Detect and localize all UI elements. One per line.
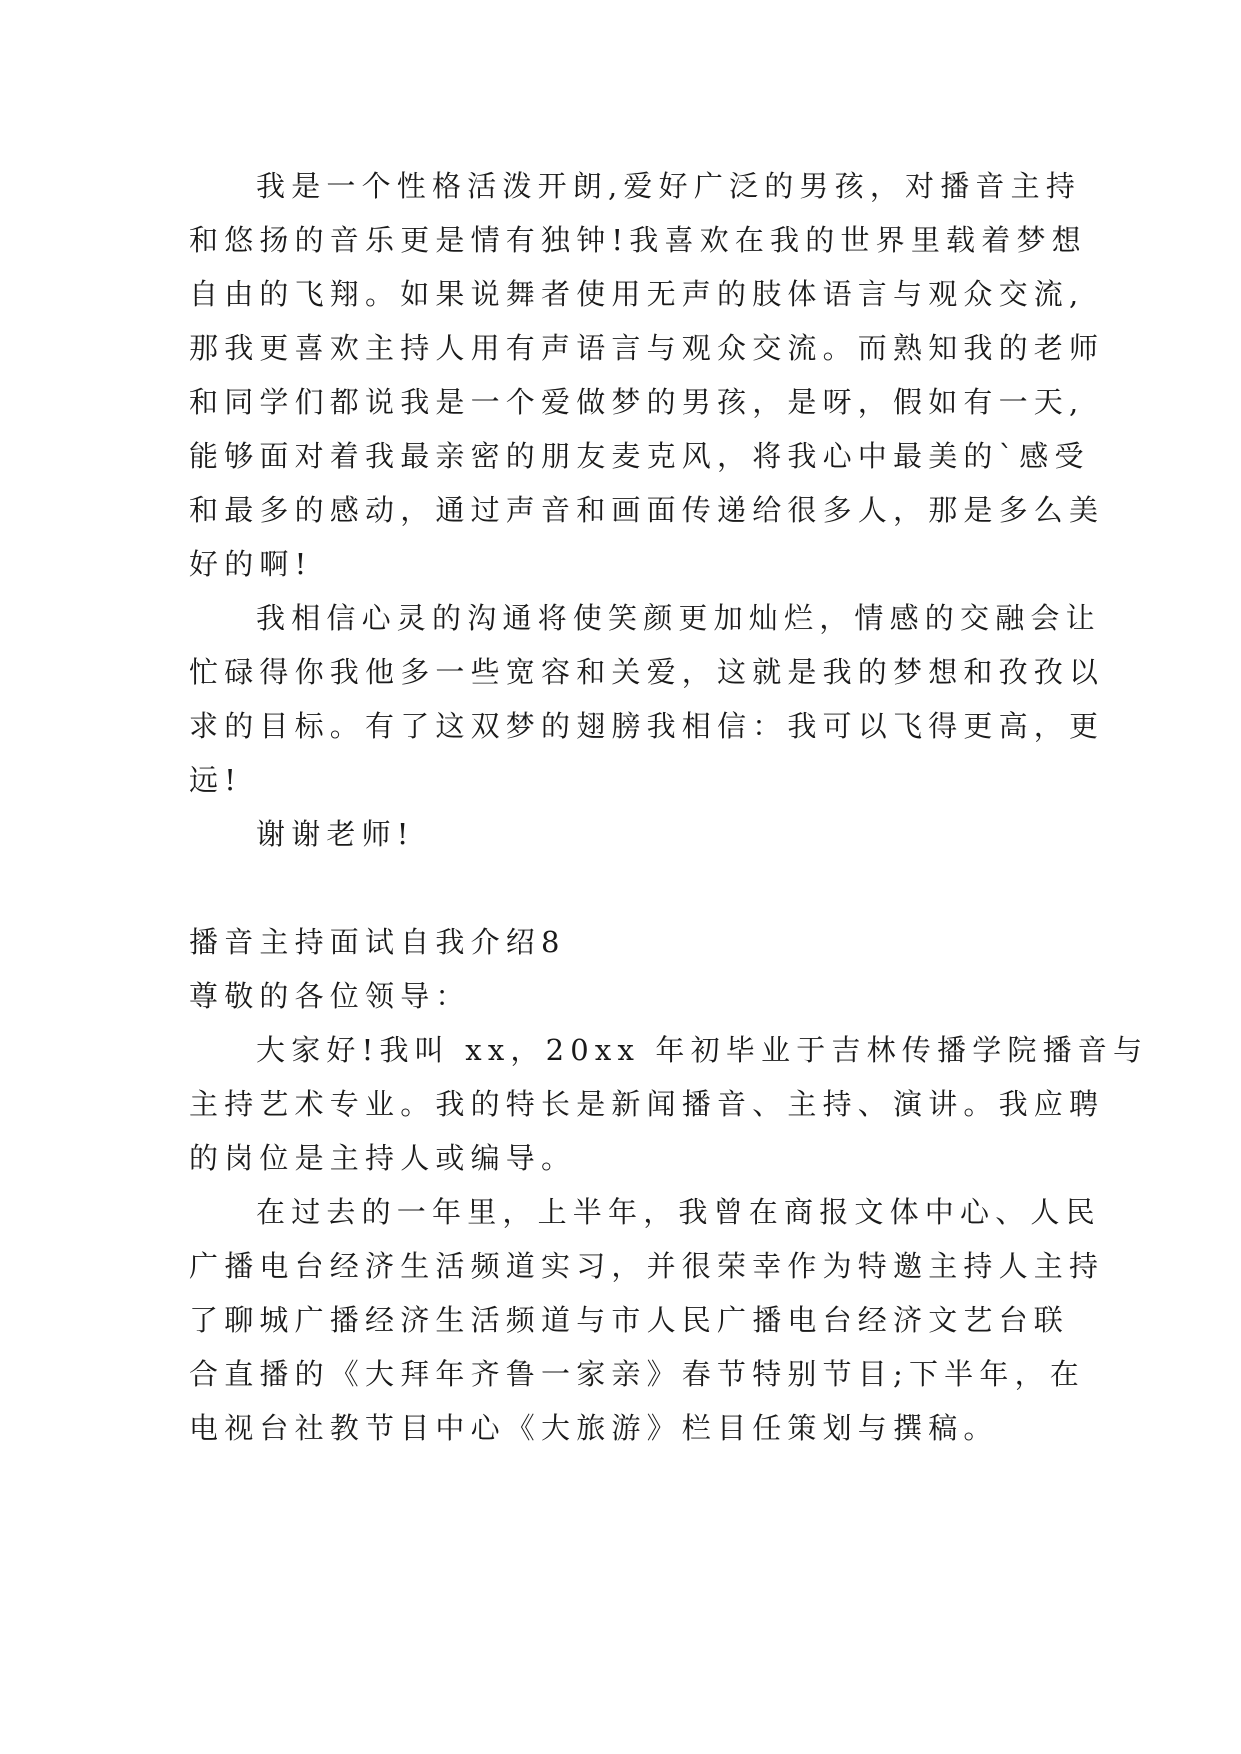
text-line: 合直播的《大拜年齐鲁一家亲》春节特别节目;下半年，在	[189, 1357, 1085, 1391]
text-line: 的岗位是主持人或编导。	[189, 1141, 577, 1175]
text-line: 和悠扬的音乐更是情有独钟!我喜欢在我的世界里载着梦想	[189, 223, 1087, 257]
salutation: 尊敬的各位领导：	[189, 979, 471, 1013]
text-line: 电视台社教节目中心《大旅游》栏目任策划与撰稿。	[189, 1411, 999, 1445]
text-line: 那我更喜欢主持人用有声语言与观众交流。而熟知我的老师	[189, 331, 1105, 365]
text-line: 谢谢老师!	[256, 817, 415, 851]
text-line: 大家好!我叫 xx，20xx 年初毕业于吉林传播学院播音与	[256, 1033, 1149, 1067]
text-line: 了聊城广播经济生活频道与市人民广播电台经济文艺台联	[189, 1303, 1070, 1337]
text-line: 忙碌得你我他多一些宽容和关爱，这就是我的梦想和孜孜以	[189, 655, 1105, 689]
section-title: 播音主持面试自我介绍8	[189, 925, 566, 959]
text-line: 好的啊!	[189, 547, 313, 581]
text-line: 广播电台经济生活频道实习，并很荣幸作为特邀主持人主持	[189, 1249, 1105, 1283]
text-line: 在过去的一年里，上半年，我曾在商报文体中心、人民	[256, 1195, 1101, 1229]
text-line: 我是一个性格活泼开朗,爱好广泛的男孩，对播音主持	[256, 169, 1082, 203]
text-line: 主持艺术专业。我的特长是新闻播音、主持、演讲。我应聘	[189, 1087, 1105, 1121]
text-line: 和最多的感动，通过声音和画面传递给很多人，那是多么美	[189, 493, 1105, 527]
text-line: 自由的飞翔。如果说舞者使用无声的肢体语言与观众交流,	[189, 277, 1085, 311]
text-line: 求的目标。有了这双梦的翅膀我相信：我可以飞得更高，更	[189, 709, 1105, 743]
text-line: 能够面对着我最亲密的朋友麦克风，将我心中最美的`感受	[189, 439, 1090, 473]
text-line: 我相信心灵的沟通将使笑颜更加灿烂，情感的交融会让	[256, 601, 1101, 635]
text-line: 远!	[189, 763, 243, 797]
text-line: 和同学们都说我是一个爱做梦的男孩，是呀，假如有一天,	[189, 385, 1085, 419]
